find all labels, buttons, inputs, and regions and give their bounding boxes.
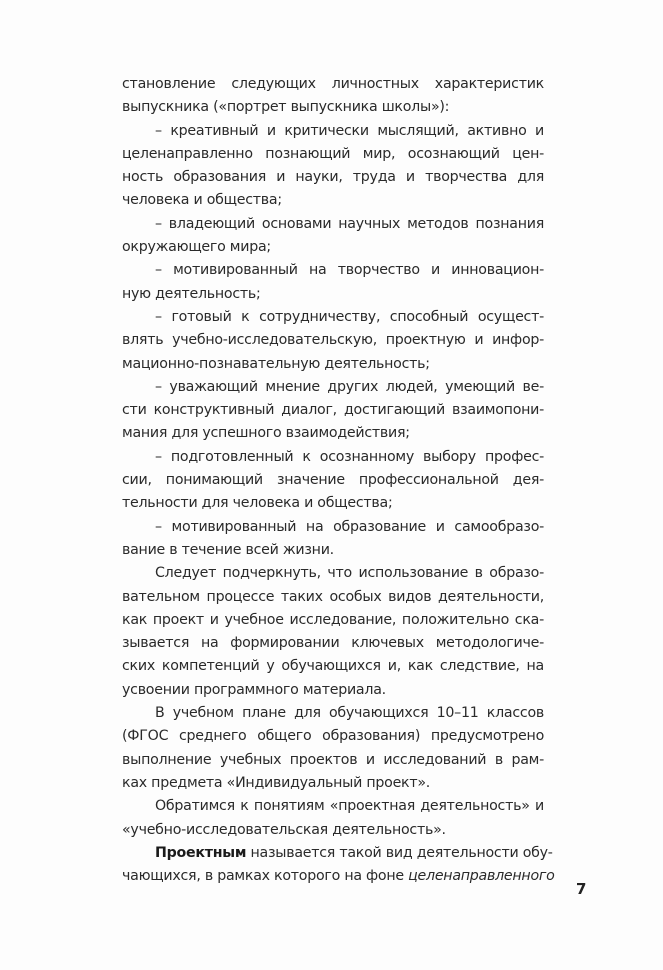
body-text [122,73,555,888]
text-line: сии, понимающий значение профессиональной дея- [122,472,544,489]
text-line: Обратимся к понятиям «проектная деятельность» и [155,798,544,815]
text-line: тельности для человека и общества; [122,495,393,512]
text-line: усвоении программного материала. [122,681,386,698]
italic-term: целенаправленного [408,868,555,885]
text-line: мания для успешного взаимодействия; [122,425,410,442]
text-line: – мотивированный на творчество и инновацион- [155,262,544,279]
text-line: окружающего мира; [122,239,271,256]
text-line: выпускника («портрет выпускника школы»): [122,99,450,116]
page-number: 7 [576,880,587,898]
text-line: ную деятельность; [122,285,261,302]
text-line: ках предмета «Индивидуальный проект». [122,774,431,791]
text-line: мационно-познавательную деятельность; [122,355,430,372]
text-line: Следует подчеркнуть, что использование в образо- [155,565,544,582]
text-line: влять учебно-исследовательскую, проектную и инфор- [122,332,544,349]
text-line: «учебно-исследовательская деятельность». [122,821,446,838]
text-line: – уважающий мнение других людей, умеющий ве- [155,378,544,395]
text-line: – готовый к сотрудничеству, способный осущест- [155,308,544,325]
text-line: – мотивированный на образование и самообразо- [155,518,544,535]
text-line: В учебном плане для обучающихся 10–11 классов [155,705,544,722]
text-line: ность образования и науки, труда и творчества для [122,169,544,186]
text-line: как проект и учебное исследование, положительно ска- [122,611,544,628]
text-line: выполнение учебных проектов и исследований в рам- [122,751,544,768]
text-line: (ФГОС среднего общего образования) предусмотрено [122,728,544,745]
text-line: становление следующих личностных характеристик [122,76,544,92]
paragraph-line-definition: Проектным называется такой вид деятельности обу- [155,844,553,861]
text-line: сти конструктивный диалог, достигающий взаимопони- [122,402,544,419]
text-line: целенаправленно познающий мир, осознающий цен- [122,145,544,162]
text-line: вательном процессе таких особых видов деятельности, [122,588,544,605]
bold-term: Проектным [155,844,247,861]
text-line: – подготовленный к осознанному выбору профес- [155,448,544,465]
text-line: ских компетенций у обучающихся и, как следствие, на [122,658,544,675]
paragraph-line-definition-cont: чающихся, в рамках которого на фоне целенаправленного [122,868,555,885]
text-line: – креативный и критически мыслящий, активно и [155,122,544,139]
text-line: вание в течение всей жизни. [122,541,334,558]
text-line: – владеющий основами научных методов познания [155,215,544,232]
text-line: зывается на формировании ключевых методологиче- [122,635,544,652]
text-line: человека и общества; [122,192,282,209]
